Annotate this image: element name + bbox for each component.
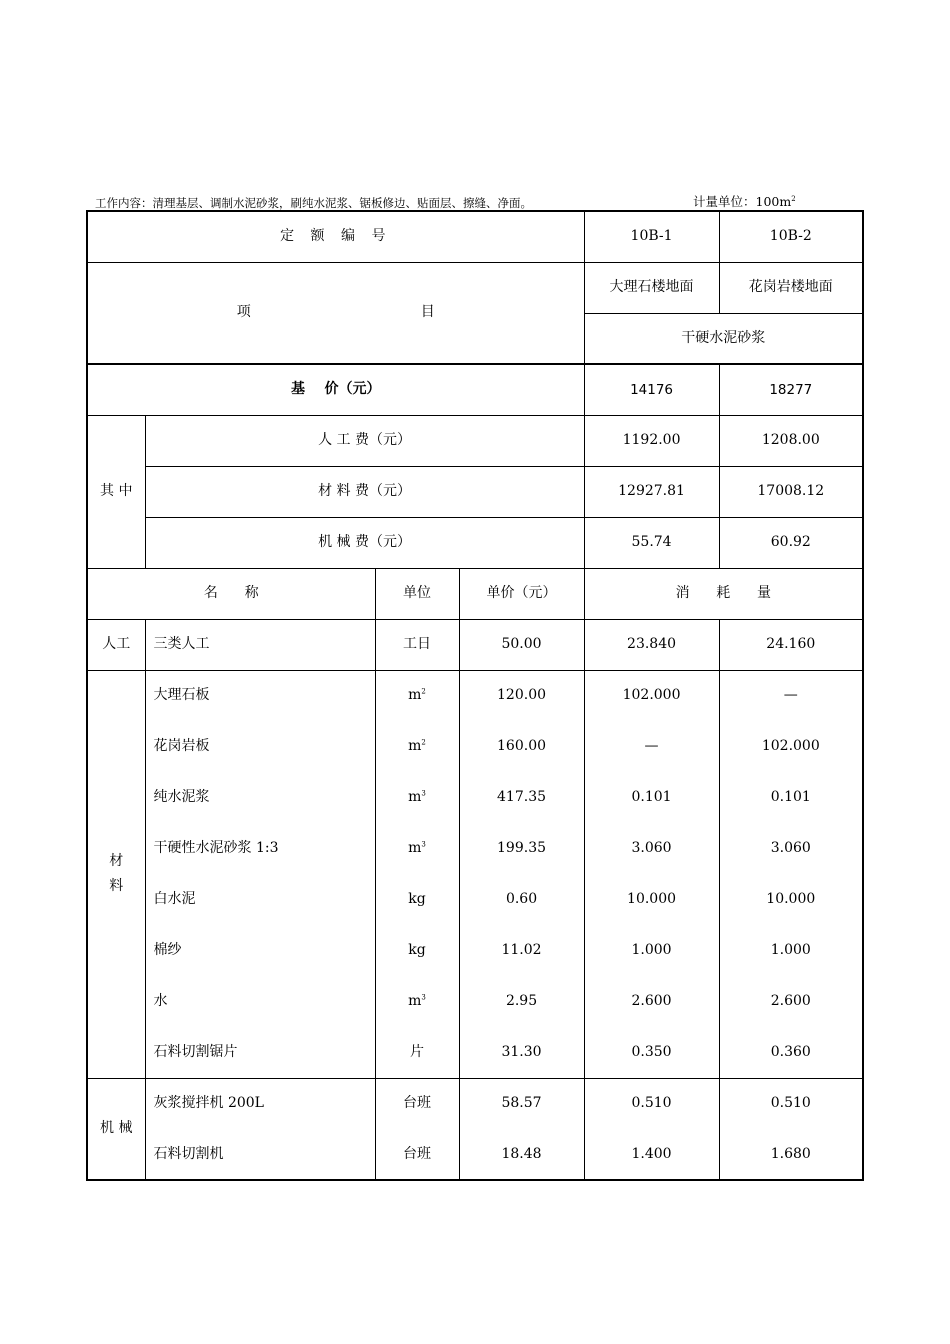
machine-unit: 台班 (375, 1078, 459, 1129)
material-group-char-2: 料 (109, 878, 124, 894)
labor-name: 三类人工 (145, 619, 375, 670)
machine-fee-2: 60.92 (719, 517, 863, 568)
labor-group-label: 人工 (87, 619, 145, 670)
material-v2: 1.000 (719, 925, 863, 976)
material-price: 2.95 (459, 976, 584, 1027)
labor-fee-1: 1192.00 (584, 415, 719, 466)
labor-fee-row (87, 415, 863, 466)
base-price-row (87, 364, 863, 415)
measure-unit-sup: 2 (791, 194, 796, 203)
material-v2: 0.360 (719, 1027, 863, 1078)
material-price: 120.00 (459, 670, 584, 721)
item-name-1: 大理石楼地面 (584, 262, 719, 313)
material-v2: 10.000 (719, 874, 863, 925)
machine-name: 灰浆搅拌机 200L (145, 1078, 375, 1129)
column-header-row (87, 568, 863, 619)
labor-v1: 23.840 (584, 619, 719, 670)
machine-row (87, 1129, 863, 1180)
labor-fee-label: 人 工 费（元） (145, 415, 584, 466)
material-name: 大理石板 (145, 670, 375, 721)
material-price: 0.60 (459, 874, 584, 925)
machine-fee-label: 机 械 费（元） (145, 517, 584, 568)
material-row (87, 874, 863, 925)
code-1: 10B-1 (584, 211, 719, 262)
material-v2: 2.600 (719, 976, 863, 1027)
material-group-char-1: 材 (109, 852, 124, 869)
base-price-2: 18277 (719, 364, 863, 415)
machine-name: 石料切割机 (145, 1129, 375, 1180)
item-name-2: 花岗岩楼地面 (719, 262, 863, 313)
machine-v1: 1.400 (584, 1129, 719, 1180)
quota-no-label: 定 额 编 号 (87, 211, 584, 262)
material-name: 石料切割锯片 (145, 1027, 375, 1078)
material-unit: $m^2$ (375, 721, 459, 772)
labor-fee-2: 1208.00 (719, 415, 863, 466)
material-unit: $m^2$ (375, 670, 459, 721)
material-v1: 2.600 (584, 976, 719, 1027)
quota-no-row (87, 211, 863, 262)
material-price: 417.35 (459, 772, 584, 823)
measure-unit-text (693, 192, 796, 210)
material-name: 花岗岩板 (145, 721, 375, 772)
base-price-1: 14176 (584, 364, 719, 415)
material-unit: $m^3$ (375, 823, 459, 874)
material-price: 11.02 (459, 925, 584, 976)
material-v1: — (584, 721, 719, 772)
material-name: 水 (145, 976, 375, 1027)
machine-v1: 0.510 (584, 1078, 719, 1129)
item-label-right: 目 (420, 304, 435, 321)
material-fee-1: 12927.81 (584, 466, 719, 517)
material-fee-label: 材 料 费（元） (145, 466, 584, 517)
material-price: 31.30 (459, 1027, 584, 1078)
material-v1: 102.000 (584, 670, 719, 721)
among-label: 其 中 (87, 415, 145, 568)
material-unit: 片 (375, 1027, 459, 1078)
material-v2: — (719, 670, 863, 721)
material-row (87, 1027, 863, 1078)
material-v2: 3.060 (719, 823, 863, 874)
material-fee-2: 17008.12 (719, 466, 863, 517)
machine-fee-row (87, 517, 863, 568)
material-v1: 3.060 (584, 823, 719, 874)
col-unit-header: 单位 (375, 568, 459, 619)
machine-price: 18.48 (459, 1129, 584, 1180)
material-name: 白水泥 (145, 874, 375, 925)
material-row (87, 925, 863, 976)
material-name: 干硬性水泥砂浆 1:3 (145, 823, 375, 874)
material-v1: 10.000 (584, 874, 719, 925)
material-unit: $m^3$ (375, 976, 459, 1027)
machine-row (87, 1078, 863, 1129)
material-v1: 1.000 (584, 925, 719, 976)
labor-row (87, 619, 863, 670)
col-consume-header: 消 耗 量 (584, 568, 863, 619)
material-v1: 0.350 (584, 1027, 719, 1078)
item-label-left: 项 (236, 304, 251, 321)
labor-price: 50.00 (459, 619, 584, 670)
labor-unit: 工日 (375, 619, 459, 670)
material-price: 199.35 (459, 823, 584, 874)
measure-unit-prefix: 计量单位：100m (693, 194, 792, 209)
material-unit: kg (375, 874, 459, 925)
material-row (87, 976, 863, 1027)
material-row (87, 772, 863, 823)
quota-table (86, 210, 864, 1181)
machine-group-label: 机 械 (87, 1078, 145, 1180)
machine-v2: 0.510 (719, 1078, 863, 1129)
material-v2: 0.101 (719, 772, 863, 823)
material-unit: kg (375, 925, 459, 976)
material-v1: 0.101 (584, 772, 719, 823)
material-row (87, 721, 863, 772)
material-v2: 102.000 (719, 721, 863, 772)
code-2: 10B-2 (719, 211, 863, 262)
material-group-label (87, 670, 145, 1078)
machine-price: 58.57 (459, 1078, 584, 1129)
col-name-header: 名 称 (87, 568, 375, 619)
material-row (87, 670, 863, 721)
item-sub: 干硬水泥砂浆 (584, 313, 863, 364)
table-header (95, 192, 865, 210)
material-unit: $m^3$ (375, 772, 459, 823)
col-price-header: 单价（元） (459, 568, 584, 619)
work-content-text: 工作内容：清理基层、调制水泥砂浆，刷纯水泥浆、锯板修边、贴面层、擦缝、净面。 (95, 196, 532, 210)
item-label (87, 262, 584, 364)
machine-unit: 台班 (375, 1129, 459, 1180)
material-name: 纯水泥浆 (145, 772, 375, 823)
item-row-1 (87, 262, 863, 313)
labor-v2: 24.160 (719, 619, 863, 670)
machine-fee-1: 55.74 (584, 517, 719, 568)
machine-v2: 1.680 (719, 1129, 863, 1180)
material-row (87, 823, 863, 874)
base-price-label: 基 价（元） (87, 364, 584, 415)
material-price: 160.00 (459, 721, 584, 772)
material-name: 棉纱 (145, 925, 375, 976)
material-fee-row (87, 466, 863, 517)
